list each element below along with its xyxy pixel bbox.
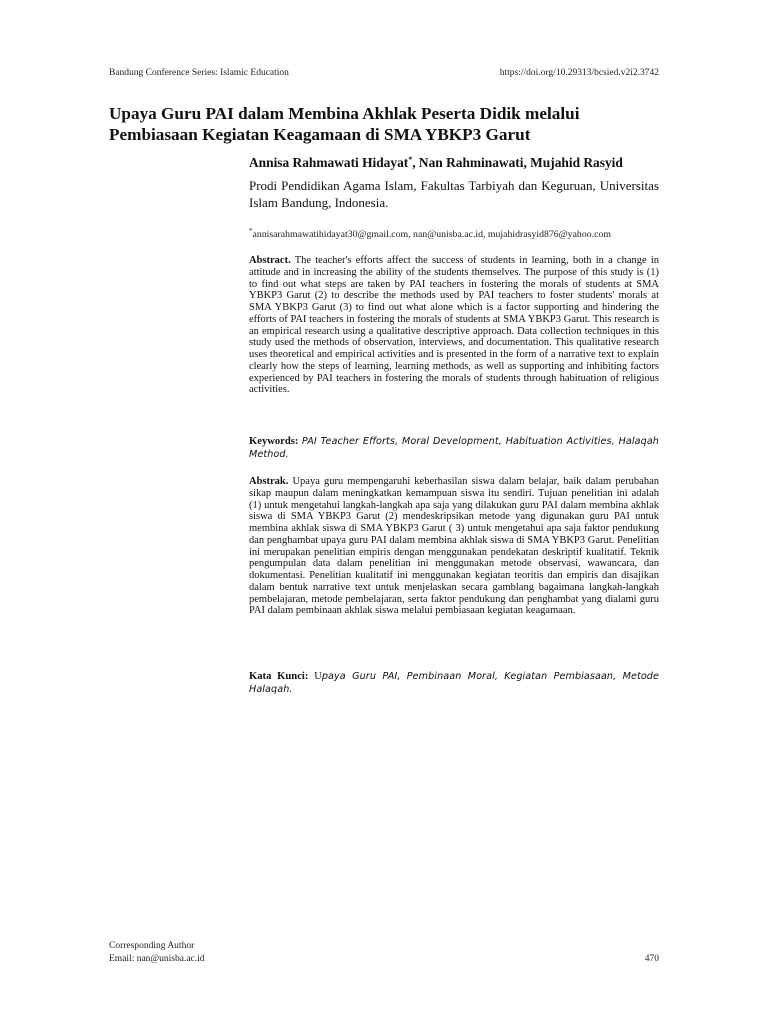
author-list <box>249 155 659 171</box>
abstract-indonesian <box>249 476 659 617</box>
corresponding-email: Email: nan@unisba.ac.id <box>109 953 205 964</box>
kata-kunci-label: Kata Kunci: <box>249 671 309 682</box>
keywords-text: PAI Teacher Efforts, Moral Development, Habituation Activities, Halaqah Method. <box>249 436 659 460</box>
corresponding-marker: * <box>408 155 413 164</box>
page-footer <box>109 940 659 965</box>
abstract-english <box>249 255 659 396</box>
abstrak-text: Upaya guru mempengaruhi keberhasilan siswa dalam belajar, baik dalam perubahan sikap maupun dalam meningkatkan kemampuan siswa itu sendiri. Tujuan penelitian ini adalah (1) untuk mengetahui langkah-langkah apa saja yang dilakukan guru PAI dalam membina akhlak siswa di SMA YBKP3 Garut (2) mendeskripsikan metode yang digunakan guru PAI untuk membina akhlak siswa di SMA YBKP3 Garut ( 3) untuk mengetahui apa saja faktor pendukung dan penghambat upaya guru PAI dalam membina akhlak siswa di SMA YBKP3 Garut. Penelitian ini merupakan penelitian empiris dengan menggunakan pendekatan deskriptif kualitatif. Teknik pengumpulan data dalam penelitian ini menggunakan metode observasi, wawancara, dan dokumentasi. Penelitian kualitatif ini menggunakan kegiatan teoritis dan empiris dan disajikan dalam bentuk narrative text untuk menjelaskan secara gamblang bagaimana langkah-langkah pembelajaran, metode pembelajaran, serta faktor pendukung dan penghambat yang dialami guru PAI dalam pembinaan akhlak siswa melalui pembiasaan kegiatan keagamaan. <box>249 476 660 617</box>
email-list: annisarahmawatihidayat30@gmail.com, nan@unisba.ac.id, mujahidrasyid876@yahoo.com <box>252 229 611 240</box>
keywords-label: Keywords: <box>249 436 299 447</box>
affiliation: Prodi Pendidikan Agama Islam, Fakultas Tarbiyah dan Keguruan, Universitas Islam Bandung, Indonesia. <box>249 178 659 210</box>
abstrak-label: Abstrak. <box>249 476 289 487</box>
doi-link[interactable]: https://doi.org/10.29313/bcsied.v2i2.3742 <box>499 68 659 78</box>
email-marker: * <box>249 227 253 235</box>
kata-kunci-text: paya Guru PAI, Pembinaan Moral, Kegiatan Pembiasaan, Metode Halaqah. <box>249 671 659 695</box>
abstract-text: The teacher's efforts affect the success of students in learning, both in a change in attitude and in increasing the ability of the students themselves. The purpose of this study is (1) to find out what steps are taken by PAI teachers in fostering the morals of students at SMA YBKP3 Garut (2) to describe the methods used by PAI teachers to foster students' morals at SMA YBKP3 Garut (3) to find out what alone which is a factor supporting and hindering the efforts of PAI teachers in fostering the morals of students at SMA YBKP3 Garut. This research is an empirical research using a qualitative descriptive approach. Data collection techniques in this study used the methods of observation, interviews, and documentation. This qualitative research uses theoretical and empirical activities and is presented in the form of a narrative text to explain clearly how the steps of learning, learning methods, as well as supporting and inhibiting factors experienced by PAI teachers in fostering the morals of students through habituation of religious activities. <box>249 255 660 396</box>
keywords-indonesian <box>249 671 659 696</box>
paper-title: Upaya Guru PAI dalam Membina Akhlak Peserta Didik melalui Pembiasaan Kegiatan Keagamaan di SMA YBKP3 Garut <box>109 104 580 144</box>
keywords-english <box>249 436 659 461</box>
kata-kunci-lead: U <box>314 671 322 682</box>
running-header <box>109 68 659 78</box>
corresponding-author-label: Corresponding Author <box>109 941 195 951</box>
author-rest: , Nan Rahminawati, Mujahid Rasyid <box>412 155 623 170</box>
author-emails <box>249 227 659 240</box>
journal-name: Bandung Conference Series: Islamic Education <box>109 68 289 78</box>
author-first: Annisa Rahmawati Hidayat <box>249 155 409 170</box>
abstract-label: Abstract. <box>249 255 291 266</box>
page-number: 470 <box>644 953 659 964</box>
